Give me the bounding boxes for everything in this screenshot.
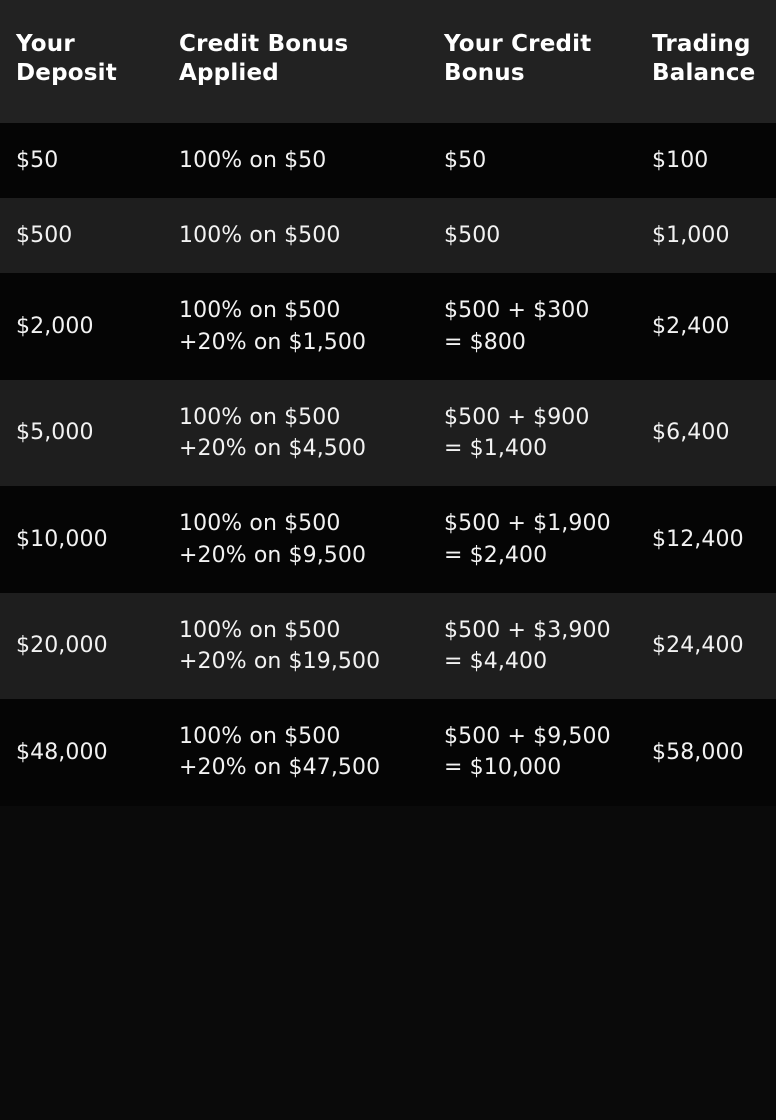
column-header-line: Credit Bonus — [179, 31, 349, 57]
cell-value: $48,000 — [16, 739, 108, 765]
table-row — [0, 593, 776, 699]
table-row — [0, 380, 776, 486]
column-header-line: Bonus — [444, 60, 525, 87]
cell-your-deposit — [0, 380, 163, 486]
cell-value: $58,000 — [652, 739, 744, 765]
cell-your-credit-bonus — [428, 198, 636, 273]
table-header-row — [0, 0, 776, 123]
cell-line: = $4,400 — [444, 648, 548, 674]
cell-line: $500 + $3,900 — [444, 617, 611, 643]
cell-credit-bonus-applied — [163, 593, 428, 699]
cell-trading-balance — [636, 699, 776, 805]
cell-line: 100% on $500 — [179, 298, 341, 324]
column-header-your-credit-bonus — [428, 0, 636, 123]
cell-trading-balance — [636, 486, 776, 592]
cell-value: $1,000 — [652, 223, 730, 249]
table-row — [0, 486, 776, 592]
cell-line: 100% on $500 — [179, 404, 341, 430]
cell-your-credit-bonus — [428, 486, 636, 592]
cell-your-deposit — [0, 486, 163, 592]
cell-line: 100% on $500 — [179, 223, 341, 249]
cell-value: $5,000 — [16, 420, 94, 446]
column-header-line: Balance — [652, 60, 756, 87]
cell-line: +20% on $19,500 — [179, 648, 381, 674]
cell-line: 100% on $50 — [179, 147, 327, 173]
cell-value: $2,000 — [16, 313, 94, 339]
column-header-line: Deposit — [16, 60, 117, 87]
cell-line: $500 + $1,900 — [444, 511, 611, 537]
cell-line: +20% on $4,500 — [179, 436, 367, 462]
table-header — [0, 0, 776, 123]
cell-line: +20% on $9,500 — [179, 542, 367, 568]
cell-your-credit-bonus — [428, 699, 636, 805]
cell-line: $500 + $9,500 — [444, 724, 611, 750]
column-header-credit-bonus-applied — [163, 0, 428, 123]
cell-line: $500 + $900 — [444, 404, 590, 430]
cell-value: $50 — [16, 147, 59, 173]
cell-your-credit-bonus — [428, 273, 636, 379]
cell-line: = $10,000 — [444, 755, 562, 781]
cell-credit-bonus-applied — [163, 486, 428, 592]
cell-your-credit-bonus — [428, 123, 636, 198]
cell-credit-bonus-applied — [163, 198, 428, 273]
column-header-your-deposit — [0, 0, 163, 123]
cell-credit-bonus-applied — [163, 380, 428, 486]
cell-line: +20% on $1,500 — [179, 329, 367, 355]
column-header-line: Your — [16, 31, 75, 57]
cell-trading-balance — [636, 273, 776, 379]
cell-trading-balance — [636, 198, 776, 273]
cell-line: +20% on $47,500 — [179, 755, 381, 781]
table-row — [0, 123, 776, 198]
cell-line: 100% on $500 — [179, 724, 341, 750]
cell-your-deposit — [0, 273, 163, 379]
cell-line: = $2,400 — [444, 542, 548, 568]
cell-your-credit-bonus — [428, 593, 636, 699]
cell-trading-balance — [636, 123, 776, 198]
cell-credit-bonus-applied — [163, 123, 428, 198]
table-row — [0, 273, 776, 379]
cell-line: = $800 — [444, 329, 527, 355]
cell-trading-balance — [636, 593, 776, 699]
cell-line: $500 — [444, 223, 501, 249]
column-header-line: Applied — [179, 60, 279, 87]
cell-line: $500 + $300 — [444, 298, 590, 324]
cell-your-deposit — [0, 593, 163, 699]
cell-line: $50 — [444, 147, 487, 173]
cell-line: 100% on $500 — [179, 511, 341, 537]
cell-credit-bonus-applied — [163, 273, 428, 379]
cell-value: $100 — [652, 147, 709, 173]
table-row — [0, 198, 776, 273]
cell-value: $24,400 — [652, 633, 744, 659]
cell-value: $10,000 — [16, 526, 108, 552]
cell-credit-bonus-applied — [163, 699, 428, 805]
cell-your-deposit — [0, 198, 163, 273]
cell-your-deposit — [0, 699, 163, 805]
table-row — [0, 699, 776, 805]
column-header-line: Trading — [652, 31, 751, 57]
cell-value: $6,400 — [652, 420, 730, 446]
cell-value: $2,400 — [652, 313, 730, 339]
cell-value: $20,000 — [16, 633, 108, 659]
cell-value: $500 — [16, 223, 73, 249]
cell-your-deposit — [0, 123, 163, 198]
cell-value: $12,400 — [652, 526, 744, 552]
cell-line: = $1,400 — [444, 436, 548, 462]
column-header-trading-balance — [636, 0, 776, 123]
column-header-line: Your Credit — [444, 31, 592, 57]
cell-your-credit-bonus — [428, 380, 636, 486]
cell-line: 100% on $500 — [179, 617, 341, 643]
table-body — [0, 123, 776, 806]
cell-trading-balance — [636, 380, 776, 486]
